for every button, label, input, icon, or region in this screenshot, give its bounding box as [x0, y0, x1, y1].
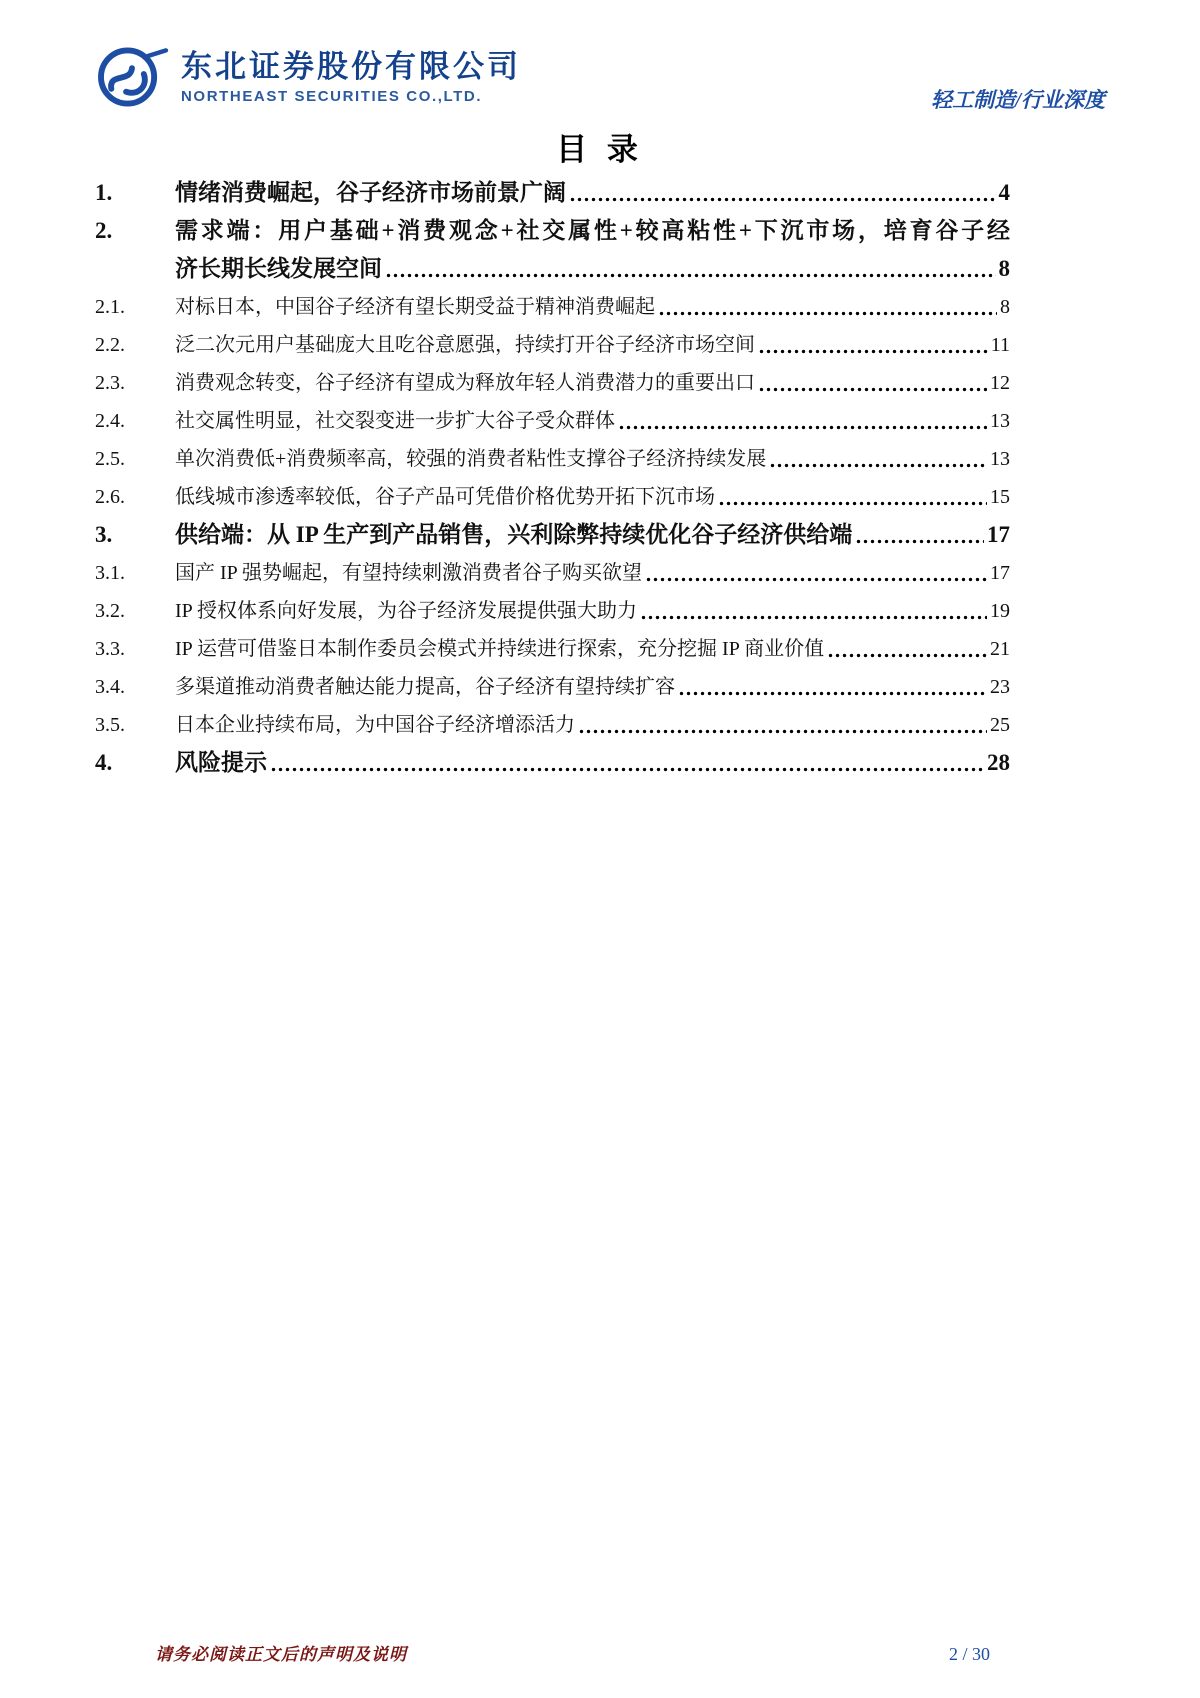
- toc-leader-dots: [658, 288, 997, 326]
- toc-entry: [95, 630, 1010, 668]
- toc-entry-line: [175, 706, 1010, 744]
- toc-entry: [95, 326, 1010, 364]
- toc-entry-number: 3.5.: [95, 714, 125, 736]
- toc-page-number: 12: [990, 372, 1010, 394]
- toc-entry-number: 1.: [95, 180, 113, 205]
- toc-entry-body: [175, 212, 1010, 288]
- toc-entry-body: [175, 592, 1010, 630]
- toc-entry: [95, 668, 1010, 706]
- toc-leader-dots: [385, 250, 996, 288]
- toc-entry-body: [175, 478, 1010, 516]
- toc-leader-dots: [758, 326, 988, 364]
- toc-entry-text: 多渠道推动消费者触达能力提高，谷子经济有望持续扩容: [175, 676, 675, 698]
- toc-entry-number: 2.6.: [95, 486, 125, 508]
- toc-entry: [95, 402, 1010, 440]
- toc-entry-body: [175, 326, 1010, 364]
- toc-entry-text: IP 授权体系向好发展，为谷子经济发展提供强大助力: [175, 600, 638, 622]
- toc-entry-line: [175, 668, 1010, 706]
- toc-entry-line: [175, 630, 1010, 668]
- page-header: [95, 46, 1105, 126]
- toc-entry: [95, 706, 1010, 744]
- toc-page-number: 17: [990, 562, 1010, 584]
- toc-leader-dots: [718, 478, 987, 516]
- toc-page-number: 13: [990, 448, 1010, 470]
- toc-entry-line: [175, 402, 1010, 440]
- toc-entry-number: 3.: [95, 522, 113, 547]
- toc-page-number: 25: [990, 714, 1010, 736]
- toc-entry: [95, 592, 1010, 630]
- company-name-en: NORTHEAST SECURITIES CO.,LTD.: [181, 87, 483, 105]
- toc-entry-number: 2.3.: [95, 372, 125, 394]
- toc-page-number: 11: [990, 334, 1010, 356]
- toc-entry-number: 3.1.: [95, 562, 125, 584]
- toc-entry-text: 消费观念转变，谷子经济有望成为释放年轻人消费潜力的重要出口: [175, 372, 755, 394]
- toc-entry: [95, 554, 1010, 592]
- toc-leader-dots: [569, 174, 996, 212]
- toc-entry: [95, 364, 1010, 402]
- toc-page-number: 8: [998, 256, 1010, 281]
- toc-entry-text: 供给端：从 IP 生产到产品销售，兴利除弊持续优化谷子经济供给端: [175, 522, 853, 547]
- toc-entry: [95, 440, 1010, 478]
- toc-entry-text: 低线城市渗透率较低，谷子产品可凭借价格优势开拓下沉市场: [175, 486, 715, 508]
- toc-entry-text: 国产 IP 强势崛起，有望持续刺激消费者谷子购买欲望: [175, 562, 643, 584]
- toc-entry-text: 泛二次元用户基础庞大且吃谷意愿强，持续打开谷子经济市场空间: [175, 334, 755, 356]
- report-category-tag: 轻工制造/行业深度: [931, 88, 1105, 112]
- toc-entry: [95, 478, 1010, 516]
- company-name-cn: 东北证券股份有限公司: [181, 48, 521, 84]
- toc-entry-line: [175, 174, 1010, 212]
- toc-entry-body: [175, 288, 1010, 326]
- toc-entry: [95, 744, 1010, 782]
- toc-entry-line: [175, 326, 1010, 364]
- toc-leader-dots: [758, 364, 987, 402]
- toc-leader-dots: [769, 440, 987, 478]
- toc-entry-line: [175, 478, 1010, 516]
- brand-block: [95, 46, 521, 108]
- toc-entry-text: 对标日本，中国谷子经济有望长期受益于精神消费崛起: [175, 296, 655, 318]
- toc-leader-dots: [678, 668, 987, 706]
- toc-title: 目 录: [556, 132, 644, 167]
- company-logo-icon: [95, 46, 169, 108]
- toc-entry-number: 3.3.: [95, 638, 125, 660]
- toc-entry-body: [175, 440, 1010, 478]
- toc-entry-body: [175, 668, 1010, 706]
- toc-entry-text: 风险提示: [175, 750, 267, 775]
- toc-entry-number: 3.4.: [95, 676, 125, 698]
- toc-entry: [95, 288, 1010, 326]
- toc-entry-text: 日本企业持续布局，为中国谷子经济增添活力: [175, 714, 575, 736]
- toc-entry-body: [175, 174, 1010, 212]
- toc-entry-line: [175, 440, 1010, 478]
- toc-entry-body: [175, 554, 1010, 592]
- page-footer: [155, 1640, 990, 1665]
- toc-page-number: 21: [990, 638, 1010, 660]
- footer-disclaimer: 请务必阅读正文后的声明及说明: [155, 1645, 407, 1664]
- toc-list: [95, 174, 1010, 782]
- toc-entry-text: IP 运营可借鉴日本制作委员会模式并持续进行探索，充分挖掘 IP 商业价值: [175, 638, 825, 660]
- toc-entry-line: [175, 288, 1010, 326]
- toc-leader-dots: [618, 402, 987, 440]
- toc-entry-line: [175, 364, 1010, 402]
- toc-leader-dots: [270, 744, 984, 782]
- toc-entry-line: [175, 592, 1010, 630]
- toc-entry-body: [175, 744, 1010, 782]
- toc-entry-body: [175, 706, 1010, 744]
- toc-entry-text: 需求端：用户基础+消费观念+社交属性+较高粘性+下沉市场，培育谷子经: [175, 218, 1010, 243]
- toc-entry-body: [175, 516, 1010, 554]
- toc-entry: [95, 212, 1010, 288]
- toc-entry-text: 单次消费低+消费频率高，较强的消费者粘性支撑谷子经济持续发展: [175, 448, 767, 470]
- toc-entry-body: [175, 402, 1010, 440]
- toc-entry-body: [175, 364, 1010, 402]
- toc-entry-number: 3.2.: [95, 600, 125, 622]
- toc-entry-number: 2.2.: [95, 334, 125, 356]
- toc-entry-number: 2.: [95, 218, 113, 243]
- toc-entry-line: [175, 516, 1010, 554]
- toc-entry-text: 社交属性明显，社交裂变进一步扩大谷子受众群体: [175, 410, 615, 432]
- toc-leader-dots: [640, 592, 987, 630]
- toc-entry-number: 2.1.: [95, 296, 125, 318]
- toc-page-number: 19: [990, 600, 1010, 622]
- toc-leader-dots: [645, 554, 987, 592]
- toc-entry-line: [175, 554, 1010, 592]
- toc-leader-dots: [827, 630, 987, 668]
- toc-leader-dots: [855, 516, 984, 554]
- brand-text: [181, 50, 521, 105]
- toc-page-number: 15: [990, 486, 1010, 508]
- toc-entry-text: 济长期长线发展空间: [175, 256, 382, 281]
- toc-page-number: 8: [1000, 296, 1010, 318]
- toc-page-number: 28: [987, 750, 1010, 775]
- toc-leader-dots: [578, 706, 987, 744]
- toc-entry-line: [175, 744, 1010, 782]
- toc-entry-body: [175, 630, 1010, 668]
- toc-page-number: 4: [998, 180, 1010, 205]
- toc-entry-number: 2.4.: [95, 410, 125, 432]
- toc-entry-line: [175, 250, 1010, 288]
- toc-entry-number: 4.: [95, 750, 113, 775]
- toc-page-number: 23: [990, 676, 1010, 698]
- toc-entry-text: 情绪消费崛起，谷子经济市场前景广阔: [175, 180, 566, 205]
- toc-page-number: 17: [987, 522, 1010, 547]
- footer-page-indicator: 2 / 30: [948, 1644, 990, 1664]
- toc-entry: [95, 516, 1010, 554]
- toc-entry-number: 2.5.: [95, 448, 125, 470]
- toc-page-number: 13: [990, 410, 1010, 432]
- toc-entry: [95, 174, 1010, 212]
